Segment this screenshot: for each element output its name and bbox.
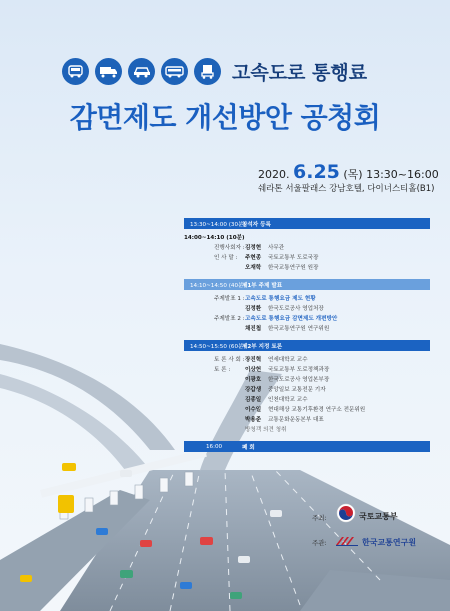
title-line1: 고속도로 통행료 [232, 62, 368, 84]
list-item: 이광호 한국도로공사 영업본부장 [245, 377, 330, 383]
session-time: 14:50~15:50 (60분) [190, 343, 246, 350]
event-venue: 쉐라톤 서울팔래스 강남호텔, 다이너스티홀(B1) [258, 184, 435, 194]
list-item: 진행사회자 : 김정현 사무관 [214, 245, 285, 251]
list-item: 김정환 한국도로공사 영업처장 [245, 306, 324, 312]
list-item: 방청객 의견 청취 [245, 427, 287, 433]
truck-icon [95, 58, 122, 85]
list-item: 김종일 인천대학교 교수 [245, 397, 308, 403]
host-label: 주최: [312, 514, 327, 522]
list-item: 주제발표 1 : 고속도로 통행요금 제도 현황 [214, 296, 316, 302]
title-line2: 감면제도 개선방안 공청회 [69, 101, 381, 134]
session-registration [184, 218, 430, 229]
event-year: 2020. [258, 168, 290, 181]
session-time: 16:00 [206, 443, 223, 450]
session-label: 제1부 주제 발표 [242, 282, 283, 289]
session-label: 폐 회 [242, 444, 255, 451]
cargo-truck-icon [194, 58, 221, 85]
organizer-name: 한국교통연구원 [362, 538, 417, 547]
session-time: 14:10~14:50 (40분) [190, 282, 246, 289]
session-closing [184, 441, 430, 452]
session-part1 [184, 279, 430, 290]
session-label: 제2부 지정 토론 [242, 343, 283, 350]
event-day: 6.25 [293, 161, 340, 183]
session-label: 참석자 등록 [242, 221, 271, 228]
list-item: 토 론 : 이상헌 국토교통부 도로정책과장 [214, 367, 330, 373]
list-item: 14:00~14:10 (10분) [184, 235, 245, 241]
list-item: 주제발표 2 : 고속도로 통행요금 감면제도 개편방안 [214, 316, 338, 322]
list-item: 강갑생 중앙일보 교통전문 기자 [245, 387, 326, 393]
bus-icon [161, 58, 188, 85]
list-item: 인 사 말 : 주현종 국토교통부 도로국장 [214, 255, 319, 261]
event-time: (목) 13:30~16:00 [343, 168, 439, 181]
session-part2 [184, 340, 430, 351]
host-name: 국토교통부 [359, 512, 398, 521]
list-item: 채진첩 한국교통연구원 연구위원 [245, 326, 330, 332]
sedan-icon [128, 58, 155, 85]
list-item: 오재학 한국교통연구원 원장 [245, 265, 319, 271]
list-item: 토 론 사 회 : 장진혁 연세대학교 교수 [214, 357, 308, 363]
ministry-emblem-icon [336, 503, 356, 523]
organizer-label: 주관: [312, 539, 327, 547]
session-time: 13:30~14:00 (30분) [190, 221, 246, 228]
event-date [258, 161, 439, 183]
list-item: 박용준 교통문화운동본부 대표 [245, 417, 324, 423]
list-item: 이수일 현대해상 교통기후환경 연구소 전문위원 [245, 407, 366, 413]
vehicle-icon-row [62, 58, 221, 85]
schedule [184, 218, 430, 452]
car-icon [62, 58, 89, 85]
koti-logo-icon [334, 535, 360, 547]
